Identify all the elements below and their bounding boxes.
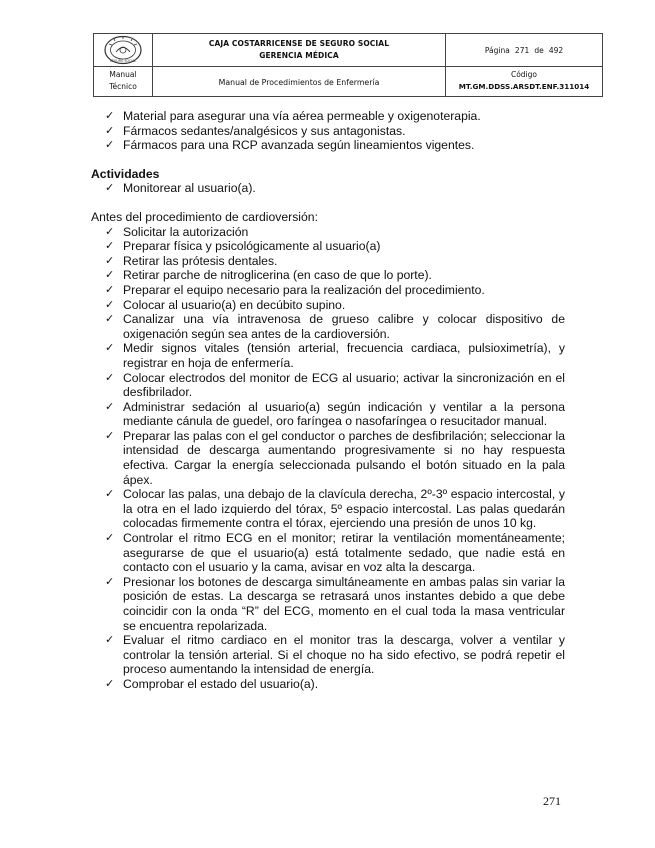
- list-item-text: Preparar física y psicológicamente al usuario(a): [123, 239, 381, 254]
- checkmark-icon: ✓: [105, 370, 115, 384]
- list-item-text: Retirar las prótesis dentales.: [123, 253, 278, 268]
- page-body: [91, 109, 565, 692]
- code-label: Código: [510, 70, 538, 80]
- list-item-text: Material para asegurar una vía aérea permeable y oxigenoterapia.: [123, 109, 481, 123]
- checkmark-icon: ✓: [105, 282, 115, 296]
- activities-heading: Actividades: [91, 166, 160, 181]
- list-item: [91, 109, 565, 124]
- org-department: GERENCIA MÉDICA: [259, 50, 339, 60]
- list-item: [91, 181, 565, 196]
- checkmark-icon: ✓: [105, 109, 115, 122]
- list-item: [91, 575, 565, 633]
- list-item-text: Presionar los botones de descarga simultáneamente en ambas palas sin variar la posición de estas. La descarga se retrasará unos instantes debido a que debe coincidir con la onda “R” del ECG, momento en el cual toda la masa ventricular se encuentra repolarizada.: [123, 574, 565, 633]
- list-item: [91, 239, 565, 254]
- checkmark-icon: ✓: [105, 224, 115, 238]
- ccss-seal-logo: [103, 35, 143, 65]
- list-item: [91, 531, 565, 575]
- list-item: [91, 225, 565, 240]
- list-item-text: Monitorear al usuario(a).: [123, 181, 256, 196]
- list-item-text: Comprobar el estado del usuario(a).: [123, 676, 319, 691]
- doc-type-line1: Manual: [109, 70, 137, 80]
- checkmark-icon: ✓: [105, 297, 115, 311]
- list-item-text: Retirar parche de nitroglicerina (en caso de que lo porte).: [123, 268, 432, 283]
- list-item: [91, 400, 565, 429]
- page-label: Página: [484, 46, 510, 56]
- list-item: [91, 254, 565, 269]
- checkmark-icon: ✓: [105, 253, 115, 267]
- list-item-text: Colocar al usuario(a) en decúbito supino.: [123, 297, 346, 312]
- procedure-intro: Antes del procedimiento de cardioversión:: [91, 209, 318, 224]
- checkmark-icon: ✓: [105, 138, 115, 152]
- intro-checklist: [91, 109, 565, 153]
- footer-page-number: 271: [543, 794, 561, 808]
- checkmark-icon: ✓: [105, 181, 115, 195]
- list-item-text: Colocar electrodos del monitor de ECG al usuario; activar la sincronización en el desfibrilador.: [123, 370, 565, 400]
- logo-cell: [94, 34, 153, 67]
- list-item: [91, 283, 565, 298]
- list-item-text: Controlar el ritmo ECG en el monitor; retirar la ventilación momentáneamente; asegurarse de que el usuario(a) está totalmente sedado, que nadie está en contacto con el usuario y la cama, avisar en voz alta la descarga.: [123, 531, 565, 575]
- list-item-text: Solicitar la autorización: [123, 224, 249, 239]
- checkmark-icon: ✓: [105, 676, 115, 690]
- page-total: 492: [548, 46, 564, 56]
- list-item: [91, 429, 565, 487]
- checkmark-icon: ✓: [105, 312, 115, 326]
- doc-type-cell: [94, 66, 153, 96]
- svg-text:SEGURO SOCIAL: SEGURO SOCIAL: [109, 58, 137, 63]
- list-item: [91, 341, 565, 370]
- code-value: MT.GM.DDSS.ARSDT.ENF.311014: [458, 82, 590, 92]
- checkmark-icon: ✓: [105, 268, 115, 282]
- manual-title-cell: [153, 66, 446, 96]
- checkmark-icon: ✓: [105, 123, 115, 137]
- checkmark-icon: ✓: [105, 633, 115, 647]
- code-cell: [446, 66, 603, 96]
- list-item: [91, 371, 565, 400]
- checkmark-icon: ✓: [105, 341, 115, 355]
- manual-title: Manual de Procedimientos de Enfermería: [218, 77, 380, 87]
- list-item: [91, 487, 565, 531]
- checkmark-icon: ✓: [105, 487, 115, 501]
- list-item: [91, 677, 565, 692]
- list-item: [91, 124, 565, 139]
- checkmark-icon: ✓: [105, 428, 115, 442]
- document-header: [93, 33, 603, 97]
- checkmark-icon: ✓: [105, 531, 115, 545]
- list-item-text: Fármacos sedantes/analgésicos y sus antagonistas.: [123, 123, 406, 138]
- page-current: 271: [514, 46, 530, 56]
- page-count-cell: [446, 34, 603, 67]
- list-item-text: Preparar las palas con el gel conductor o parches de desfibrilación; seleccionar la intensidad de descarga aumentando progresivamente si no hay respuesta efectiva. Cargar la energía seleccionada pulsando el botón situado en la pala ápex.: [123, 428, 565, 487]
- activities-checklist: [91, 181, 565, 196]
- organization-cell: [153, 34, 446, 67]
- list-item-text: Canalizar una vía intravenosa de grueso calibre y colocar dispositivo de oxigenación según sea antes de la cardioversión.: [123, 312, 565, 341]
- list-item-text: Evaluar el ritmo cardiaco en el monitor tras la descarga, volver a ventilar y controlar la tensión arterial. Si el choque no ha sido efectivo, se podrá repetir el proceso aumentando la intensidad de energía.: [123, 633, 565, 677]
- org-name: CAJA COSTARRICENSE DE SEGURO SOCIAL: [208, 38, 390, 48]
- list-item-text: Administrar sedación al usuario(a) según indicación y ventilar a la persona mediante cánula de guedel, oro faríngea o nasofaríngea o resucitador manual.: [123, 399, 565, 429]
- list-item-text: Colocar las palas, una debajo de la clavícula derecha, 2º-3º espacio intercostal, y la otra en el lado izquierdo del tórax, 5º espacio intercostal. Las palas quedarán colocadas firmemente contra el tórax, ejerciendo una presión de unos 10 kg.: [123, 487, 565, 531]
- list-item-text: Preparar el equipo necesario para la realización del procedimiento.: [123, 282, 485, 297]
- checkmark-icon: ✓: [105, 574, 115, 588]
- list-item-text: Fármacos para una RCP avanzada según lineamientos vigentes.: [123, 138, 475, 153]
- page-of: de: [534, 46, 544, 56]
- list-item: [91, 298, 565, 313]
- list-item-text: Medir signos vitales (tensión arterial, frecuencia cardiaca, pulsioximetría), y registrar en hoja de enfermería.: [123, 341, 565, 370]
- procedure-checklist: [91, 225, 565, 692]
- checkmark-icon: ✓: [105, 399, 115, 413]
- checkmark-icon: ✓: [105, 239, 115, 253]
- list-item: [91, 138, 565, 153]
- list-item: [91, 268, 565, 283]
- list-item: [91, 312, 565, 341]
- list-item: [91, 633, 565, 677]
- doc-type-line2: Técnico: [109, 82, 137, 92]
